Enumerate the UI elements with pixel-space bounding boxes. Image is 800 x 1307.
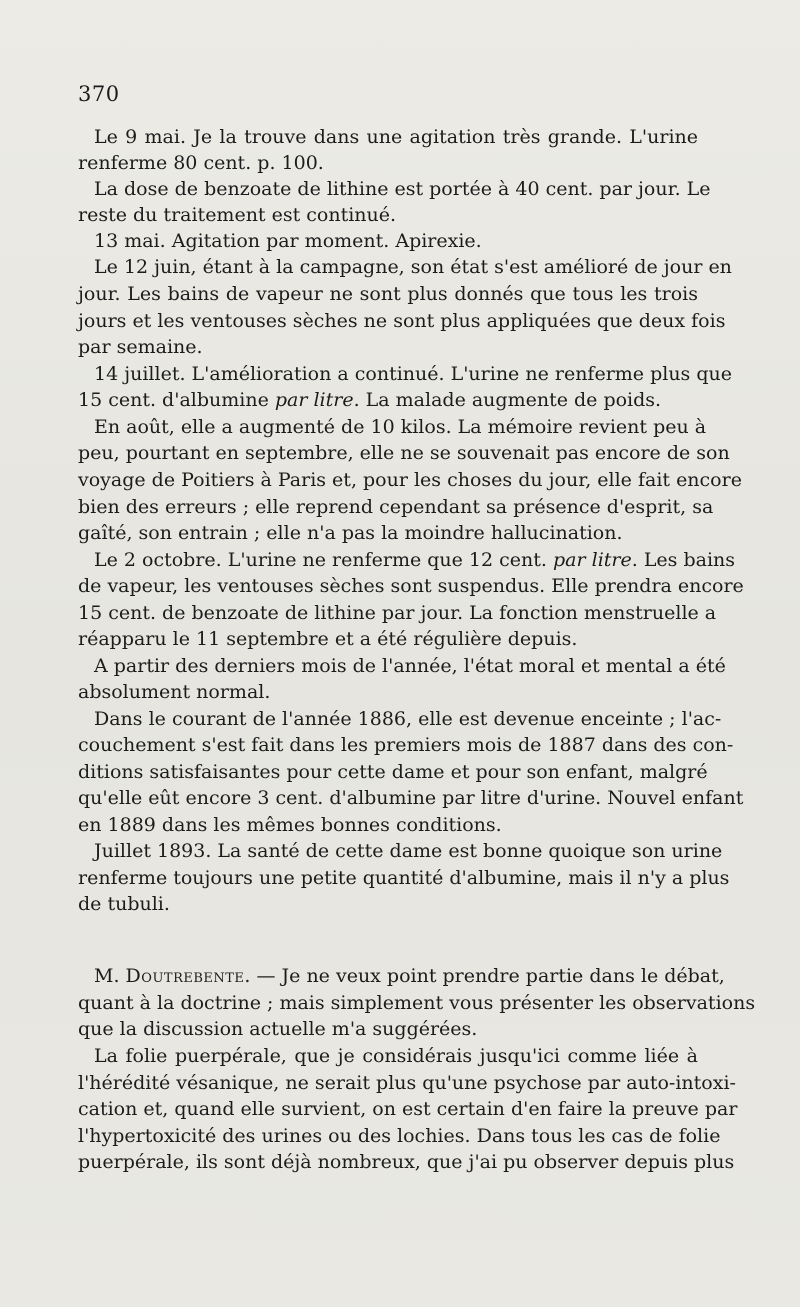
text-line: puerpérale, ils sont déjà nombreux, que j'ai pu observer depuis plus	[78, 1151, 735, 1173]
text-line	[78, 962, 725, 990]
text-line: jours et les ventouses sèches ne sont plus appliquées que deux fois	[78, 310, 726, 332]
text-line: Dans le courant de l'année 1886, elle est devenue enceinte ; l'ac-	[94, 708, 722, 730]
text-line: jour. Les bains de vapeur ne sont plus donnés que tous les trois	[78, 283, 698, 305]
text-line: voyage de Poitiers à Paris et, pour les choses du jour, elle fait encore	[78, 469, 742, 491]
text-span: 15 cent. d'albumine	[78, 389, 275, 411]
text-line: que la discussion actuelle m'a suggérées.	[78, 1018, 478, 1040]
text-line: absolument normal.	[78, 681, 271, 703]
text-line: bien des erreurs ; elle reprend cependant sa présence d'esprit, sa	[78, 496, 714, 518]
text-span: Le 2 octobre. L'urine ne renferme que 12 cent.	[94, 549, 553, 571]
text-line: renferme toujours une petite quantité d'albumine, mais il n'y a plus	[78, 867, 730, 889]
text-line: en 1889 dans les mêmes bonnes conditions.	[78, 814, 502, 836]
text-line: La dose de benzoate de lithine est portée à 40 cent. par jour. Le	[94, 178, 711, 200]
text-line	[78, 386, 698, 414]
text-line	[78, 546, 736, 574]
text-line: 14 juillet. L'amélioration a continué. L'urine ne renferme plus que	[94, 363, 732, 385]
text-line: de tubuli.	[78, 893, 170, 915]
text-line: En août, elle a augmenté de 10 kilos. La mémoire revient peu à	[94, 416, 707, 438]
text-line: l'hérédité vésanique, ne serait plus qu'une psychose par auto-intoxi-	[78, 1072, 736, 1094]
text-line: Le 9 mai. Je la trouve dans une agitation très grande. L'urine	[94, 126, 698, 148]
text-line: peu, pourtant en septembre, elle ne se souvenait pas encore de son	[78, 442, 730, 464]
text-line: couchement s'est fait dans les premiers mois de 1887 dans des con-	[78, 734, 734, 756]
page-number: 370	[78, 82, 120, 106]
speaker-name: Doutrebente	[125, 965, 245, 987]
text-line: de vapeur, les ventouses sèches sont suspendus. Elle prendra encore	[78, 575, 744, 597]
text-line: gaîté, son entrain ; elle n'a pas la moindre hallucination.	[78, 522, 623, 544]
text-line: 15 cent. de benzoate de lithine par jour. La fonction menstruelle a	[78, 602, 717, 624]
text-line: A partir des derniers mois de l'année, l'état moral et mental a été	[94, 655, 726, 677]
text-line: reste du traitement est continué.	[78, 204, 397, 226]
text-line: l'hypertoxicité des urines ou des lochies. Dans tous les cas de folie	[78, 1125, 721, 1147]
text-line: 13 mai. Agitation par moment. Apirexie.	[94, 230, 482, 252]
text-line: réapparu le 11 septembre et a été régulière depuis.	[78, 628, 578, 650]
text-line: Juillet 1893. La santé de cette dame est bonne quoique son urine	[94, 840, 723, 862]
text-line: cation et, quand elle survient, on est certain d'en faire la preuve par	[78, 1098, 738, 1120]
text-line: quant à la doctrine ; mais simplement vous présenter les observations	[78, 992, 756, 1014]
text-line: qu'elle eût encore 3 cent. d'albumine par litre d'urine. Nouvel enfant	[78, 787, 744, 809]
text-span: . Les bains	[631, 549, 736, 571]
text-span: . La malade augmente de poids.	[353, 389, 662, 411]
italic-text: par litre	[553, 549, 632, 571]
text-line: par semaine.	[78, 336, 203, 358]
text-line: La folie puerpérale, que je considérais jusqu'ici comme liée à	[94, 1045, 698, 1067]
text-line: ditions satisfaisantes pour cette dame et pour son enfant, malgré	[78, 761, 708, 783]
text-line: renferme 80 cent. p. 100.	[78, 152, 324, 174]
speaker-prefix: M.	[94, 965, 126, 987]
text-line: Le 12 juin, étant à la campagne, son état s'est amélioré de jour en	[94, 256, 732, 278]
italic-text: par litre	[274, 389, 354, 411]
text-span: . — Je ne veux point prendre partie dans le débat,	[244, 965, 725, 987]
